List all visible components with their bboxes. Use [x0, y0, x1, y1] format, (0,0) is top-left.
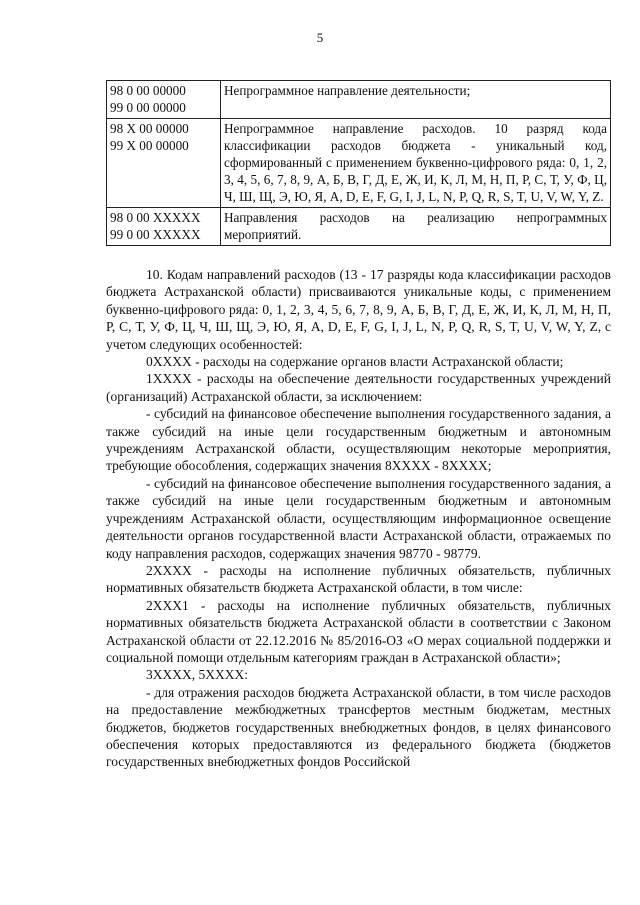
paragraph: 2ХХХХ - расходы на исполнение публичных обязательств, публичных нормативных обязательств бюджета Астраханской области, в том числе: — [106, 562, 611, 596]
code-line: 99 0 00 ХХХХХ — [110, 227, 201, 242]
codes-table — [106, 80, 611, 246]
page-number: 5 — [316, 30, 324, 45]
paragraph: 3ХХХХ, 5ХХХХ: — [146, 667, 248, 683]
code-line: 98 0 00 ХХХХХ — [110, 210, 201, 225]
table-row — [107, 119, 611, 208]
code-cell — [107, 208, 221, 246]
code-line: 99 0 00 00000 — [110, 100, 186, 115]
code-line: 98 0 00 00000 — [110, 83, 186, 98]
paragraph: - субсидий на финансовое обеспечение выполнения государственного задания, а также субсидий на иные цели государственным бюджетным и автономным учреждениям Астраханской области, осуществляющим информационное освещение деятельности органов государственной власти Астраханской области, отражаемых по коду направления расходов, содержащих значения 98770 - 98779. — [106, 475, 611, 561]
description-cell: Непрограммное направление деятельности; — [221, 81, 611, 119]
description-cell: Направления расходов на реализацию непрограммных мероприятий. — [221, 208, 611, 246]
table-row — [107, 81, 611, 119]
table-row — [107, 208, 611, 246]
paragraph: 1ХХХХ - расходы на обеспечение деятельности государственных учреждений (организаций) Астраханской области, за исключением: — [106, 371, 611, 404]
code-line: 98 Х 00 00000 — [110, 121, 189, 136]
paragraph: - субсидий на финансовое обеспечение выполнения государственного задания, а также субсидий на иные цели государственным бюджетным и автономным учреждениям Астраханской области, осуществляющим некоторые мероприятия, требующие обособления, содержащих значения 8ХХХХ - 8ХХХХ; — [106, 406, 611, 474]
body-text — [106, 266, 611, 771]
paragraph: 10. Кодам направлений расходов (13 - 17 разряды кода классификации расходов бюджета Астраханской области) присваиваются уникальные коды, с применением буквенно-цифрового ряда: 0, 1, 2, 3, 4, 5, 6, 7, 8, 9, А, Б, В, Г, Д, Е, Ж, И, К, Л, М, Н, П, Р, С, Т, У, Ф, Ц, Ч, Ш, Щ, Э, Ю, Я, A, D, E, F, G, I, J, L, N, P, Q, R, S, T, U, V, W, Y, Z, с учетом следующих особенностей: — [106, 267, 611, 352]
paragraph: 0ХХХХ - расходы на содержание органов власти Астраханской области; — [146, 354, 564, 370]
paragraph: 2ХХХ1 - расходы на исполнение публичных обязательств, публичных нормативных обязательств бюджета Астраханской области в соответствии с Законом Астраханской области от 22.12.2016 № 85/2016-ОЗ «О мерах социальной поддержки и социальной помощи отдельным категориям граждан в Астраханской области»; — [106, 597, 611, 665]
paragraph: - для отражения расходов бюджета Астраханской области, в том числе расходов на предоставление межбюджетных трансфертов местным бюджетам, местных бюджетов, бюджетов государственных внебюджетных фондов, в целях финансового обеспечения которых предоставляются из федерального бюджета (бюджетов государственных внебюджетных фондов Российской — [106, 684, 611, 770]
code-cell — [107, 81, 221, 119]
code-line: 99 Х 00 00000 — [110, 138, 189, 153]
description-cell: Непрограммное направление расходов. 10 разряд кода классификации расходов бюджета - уникальный код, сформированный с применением буквенно-цифрового ряда: 0, 1, 2, 3, 4, 5, 6, 7, 8, 9, А, Б, В, Г, Д, Е, Ж, И, К, Л, М, Н, П, Р, С, Т, У, Ф, Ц, Ч, Ш, Щ, Э, Ю, Я, A, D, E, F, G, I, J, L, N, P, Q, R, S, T, U, V, W, Y, Z. — [221, 119, 611, 208]
code-cell — [107, 119, 221, 208]
